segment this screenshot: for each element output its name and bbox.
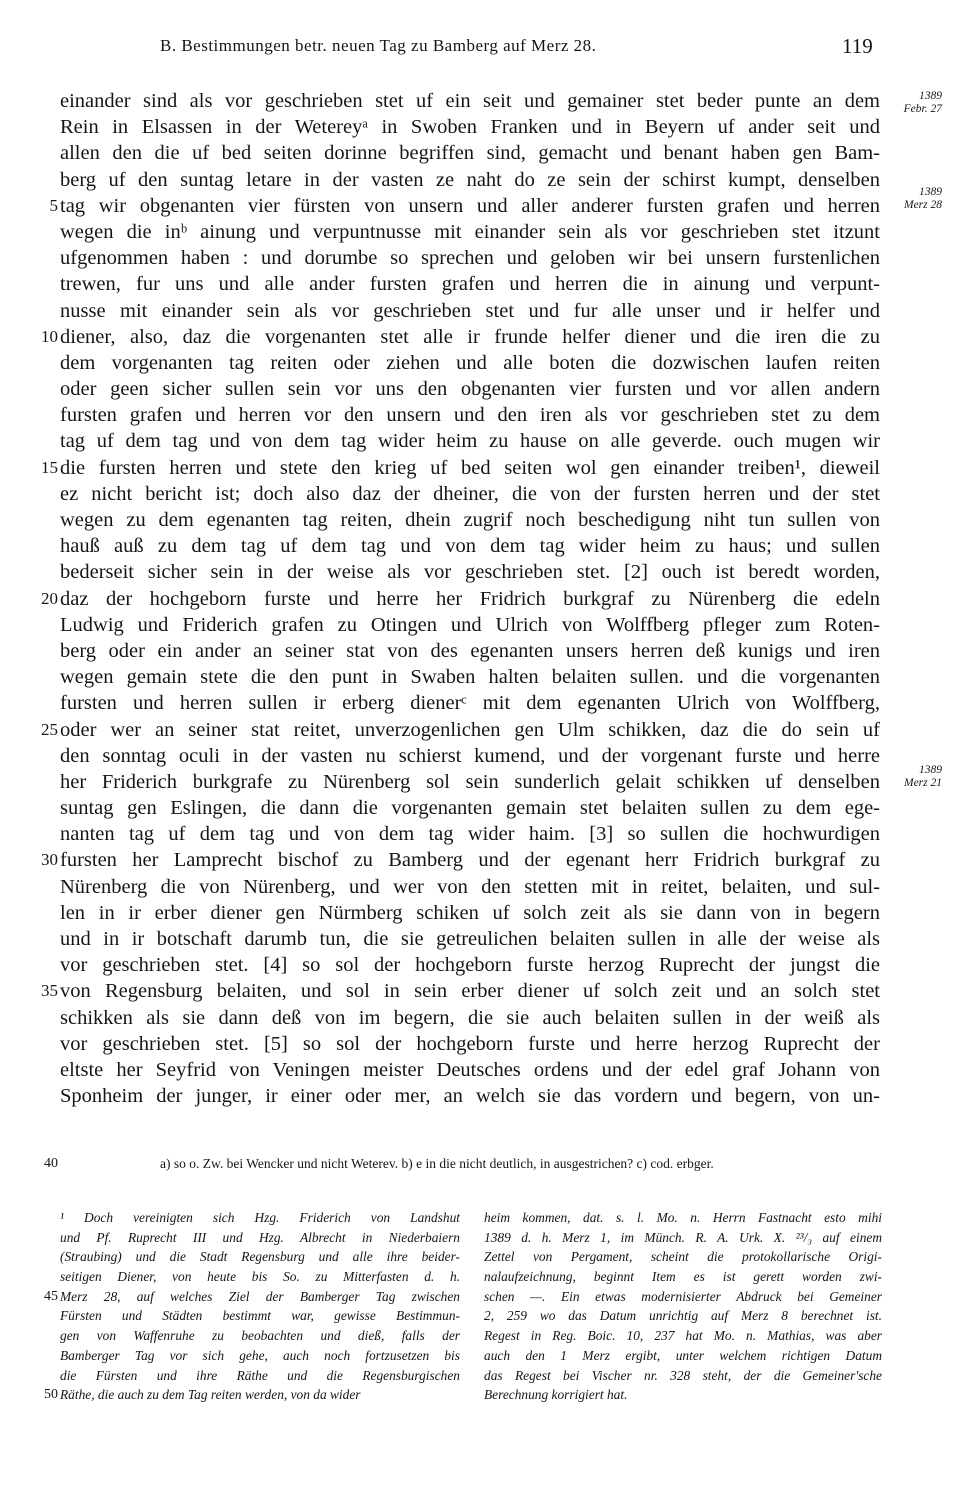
footnote-line xyxy=(44,1287,460,1307)
text-line xyxy=(60,952,880,978)
line-text: 2, 259 wo das Datum unrichtig auf Merz 8 berechnet ist. xyxy=(484,1308,882,1324)
text-line xyxy=(60,664,880,690)
line-text: Berechnung korrigiert hat. xyxy=(484,1387,628,1403)
line-text: Merz 28, auf welches Ziel der Bamberger Tag zwischen xyxy=(60,1288,460,1304)
text-line xyxy=(60,612,880,638)
text-line xyxy=(60,1083,880,1109)
footnote-line xyxy=(484,1247,882,1267)
text-line xyxy=(60,376,880,402)
line-number: 50 xyxy=(44,1387,58,1403)
text-line xyxy=(60,402,880,428)
line-text: und Pf. Ruprecht III und Hzg. Albrecht in Niederbaiern xyxy=(60,1229,460,1245)
line-text: von Regensburg belaiten, und sol in sein erber diener uf solch zeit und an solch stet xyxy=(60,980,880,1003)
line-text: heim kommen, dat. s. l. Mo. n. Herrn Fastnacht esto mihi xyxy=(484,1210,882,1225)
line-text: nanten tag uf dem tag und von dem tag wider haim. [3] so sullen die hochwurdigen xyxy=(60,823,880,846)
line-text: wegen zu dem egenanten tag reiten, dhein zugrif noch beschedigung niht tun sullen von xyxy=(60,509,880,531)
line-number: 35 xyxy=(41,981,58,1001)
text-line xyxy=(60,88,880,114)
text-line xyxy=(60,874,880,900)
margin-date-year: 1389 xyxy=(919,90,942,102)
line-text: nusse mit einander sein als vor geschrieben stet und fur alle unser und ir helfer und xyxy=(60,299,880,322)
footnotes-right-column xyxy=(484,1208,882,1405)
text-line xyxy=(60,481,880,507)
line-text: trewen, fur uns und alle ander fursten grafen und herren die in ainung und verpunt- xyxy=(60,273,880,296)
text-line xyxy=(60,795,880,821)
apparatus-text: a) so o. Zw. bei Wencker und nicht Weterev. b) e in die nicht deutlich, in ausgestrichen? c) cod. erbger. xyxy=(160,1156,714,1171)
line-text: wegen die inᵇ ainung und verpuntnusse mit einander sein als vor geschrieben stet itzunt xyxy=(60,220,880,243)
text-line xyxy=(60,638,880,664)
footnote-line xyxy=(60,1306,460,1326)
text-line xyxy=(60,167,880,193)
line-number: 45 xyxy=(44,1288,58,1304)
line-text: Rein in Elsassen in der Wetereyᵃ in Swoben Franken und in Beyern uf ander seit und xyxy=(60,116,880,139)
line-text: vor geschrieben stet. [4] so sol der hochgeborn furste herzog Ruprecht der jungst die xyxy=(60,954,880,977)
line-text: len in ir erber diener gen Nürmberg schiken uf solch zeit als sie dann von in begern xyxy=(60,901,880,924)
footnote-line xyxy=(484,1306,882,1326)
line-text: (Straubing) und die Stadt Regensburg und alle ihre beider- xyxy=(60,1249,460,1265)
text-line xyxy=(60,821,880,847)
line-text: Räthe, die auch zu dem Tag reiten werden, von da wider xyxy=(60,1387,361,1403)
line-text: seitigen Diener, von heute bis So. zu Mitterfasten d. h. xyxy=(60,1269,460,1285)
line-number: 5 xyxy=(49,195,58,215)
margin-date-day: Merz 21 xyxy=(903,777,942,789)
line-text: berg oder ein ander an seiner stat von des egenanten unsers herren deß kunigs und iren xyxy=(60,639,880,662)
footnote-line xyxy=(484,1228,882,1248)
text-line xyxy=(60,428,880,454)
line-number: 10 xyxy=(41,326,58,346)
footnote-line xyxy=(60,1228,460,1248)
text-line xyxy=(60,690,880,716)
text-line xyxy=(60,507,880,533)
line-text: suntag gen Eslingen, die dann die vorgenanten gemain stet belaiten sullen zu dem ege- xyxy=(60,797,880,820)
line-text: daz der hochgeborn furste und herre her Fridrich burkgraf zu Nürenberg die edeln xyxy=(60,587,880,610)
footnote-line xyxy=(44,1385,460,1405)
line-text: fursten grafen und herren vor den unsern und den iren als vor geschrieben stet zu dem xyxy=(60,404,880,427)
line-text: Regest in Reg. Boic. 10, 237 hat Mo. n. Mathias, was aber xyxy=(484,1328,882,1344)
text-line xyxy=(60,769,880,795)
footnote-line xyxy=(484,1346,882,1366)
text-line xyxy=(60,559,880,585)
footnote-line xyxy=(484,1267,882,1287)
margin-date xyxy=(882,90,942,116)
main-text xyxy=(41,88,880,1109)
line-text: hauß auß zu dem tag uf dem tag und von dem tag wider heim zu haus; und sullen xyxy=(60,535,880,558)
line-number: 15 xyxy=(41,457,58,477)
footnote-line xyxy=(60,1326,460,1346)
footnotes-left-column xyxy=(44,1208,460,1405)
footnote-line xyxy=(60,1346,460,1366)
line-text: fursten und herren sullen ir erberg dienerᶜ mit dem egenanten Ulrich von Wolffberg, xyxy=(60,692,880,715)
footnote-line xyxy=(484,1326,882,1346)
text-line xyxy=(60,140,880,166)
footnote-line xyxy=(484,1366,882,1386)
line-text: Nürenberg die von Nürenberg, und wer von den stetten mit in reitet, belaiten, und sul- xyxy=(60,875,880,898)
text-line xyxy=(60,1057,880,1083)
line-text: dem vorgenanten tag reiten oder ziehen und alle boten die dozwischen laufen reiten xyxy=(60,351,880,374)
running-head: B. Bestimmungen betr. neuen Tag zu Bamberg auf Merz 28. xyxy=(160,36,597,55)
line-text: Bamberger Tag vor sich gehe, auch noch fortzusetzen bis xyxy=(60,1347,460,1363)
text-line xyxy=(60,926,880,952)
line-text: das Regest bei Vischer nr. 328 steht, der die Gemeiner'sche xyxy=(484,1367,882,1383)
line-number: 25 xyxy=(41,719,58,739)
line-text: ez nicht bericht ist; doch also daz der dheiner, die von der fursten herren und der stet xyxy=(60,482,880,505)
line-text: ¹ Doch vereinigten sich Hzg. Friderich von Landshut xyxy=(60,1210,460,1225)
line-text: den sonntag oculi in der vasten nu schierst kumend, und der vorgenant furste und herre xyxy=(60,744,880,767)
line-text: die Fürsten und ihre Räthe und die Regensburgischen xyxy=(60,1367,460,1383)
line-text: oder wer an seiner stat reitet, unverzogenlichen gen Ulm schikken, daz die do sein uf xyxy=(60,718,880,741)
line-number: 40 xyxy=(44,1156,58,1171)
text-line xyxy=(41,717,880,743)
footnote-line xyxy=(60,1267,460,1287)
text-line xyxy=(41,324,880,350)
footnote-line xyxy=(484,1385,882,1405)
text-line xyxy=(41,586,880,612)
text-line xyxy=(60,1005,880,1031)
line-text: schen —. Ein etwas modernisierter Abdruck bei Gemeiner xyxy=(484,1288,882,1304)
margin-date xyxy=(882,764,942,790)
text-line xyxy=(60,245,880,271)
line-text: oder geen sicher sullen sein vor uns den obgenanten vier fursten und vor allen andern xyxy=(60,378,880,401)
line-text: berg uf den suntag letare in der vasten ze naht do ze sein der schirst kumpt, denselben xyxy=(60,168,880,191)
line-text: 1389 d. h. Merz 1, im Münch. R. A. Urk. X. ²³/₃ auf einem xyxy=(484,1229,882,1245)
line-text: die fursten herren und stete den krieg uf bed seiten wol gen einander treiben¹, dieweil xyxy=(60,456,880,479)
footnote-line xyxy=(60,1366,460,1386)
line-number: 20 xyxy=(41,588,58,608)
line-text: diener, also, daz die vorgenanten stet alle ir frunde helfer diener und die iren die zu xyxy=(60,325,880,348)
line-text: fursten her Lamprecht bischof zu Bamberg und der egenant herr Fridrich burkgraf zu xyxy=(60,849,880,872)
text-line xyxy=(60,533,880,559)
line-text: her Friderich burkgrafe zu Nürenberg sol sein sunderlich gelait schikken uf denselben xyxy=(60,770,880,793)
line-text: Zettel von Pergament, scheint die protokollarische Origi- xyxy=(484,1249,882,1265)
text-line xyxy=(60,298,880,324)
line-text: ufgenommen haben : und dorumbe so sprechen und geloben wir bei unsern furstenlichen xyxy=(60,247,880,270)
line-number: 30 xyxy=(41,850,58,870)
line-text: allen den die uf bed seiten dorinne begriffen sind, gemacht und benant haben gen Bam- xyxy=(60,142,880,165)
line-text: Ludwig und Friderich grafen zu Otingen und Ulrich von Wolffberg pfleger zum Roten- xyxy=(60,613,880,636)
line-text: nalaufzeichnung, beginnt Item es ist gerett worden zwi- xyxy=(484,1269,882,1285)
line-text: und in ir botschaft darumb tun, die sie getreulichen belaiten sullen in alle der weise als xyxy=(60,928,880,950)
text-line xyxy=(60,114,880,140)
text-line xyxy=(60,350,880,376)
footnote-line xyxy=(60,1247,460,1267)
line-text: tag wir obgenanten vier fürsten von unsern und aller anderer fursten grafen und herren xyxy=(60,194,880,217)
margin-date-year: 1389 xyxy=(919,764,942,776)
line-text: tag uf dem tag und von dem tag wider heim zu hause on alle geverde. ouch mugen wir xyxy=(60,430,880,453)
text-line xyxy=(60,743,880,769)
footnote-line xyxy=(484,1208,882,1228)
line-text: bederseit sicher sein in der weise als vor geschrieben stet. [2] ouch ist beredt worden, xyxy=(60,561,880,584)
line-text: Sponheim der junger, ir einer oder mer, an welch sie das vordern und begern, von un- xyxy=(60,1085,880,1108)
text-line xyxy=(60,219,880,245)
footnote-line xyxy=(484,1287,882,1307)
text-line xyxy=(49,193,880,219)
line-text: vor geschrieben stet. [5] so sol der hochgeborn furste und herre herzog Ruprecht der xyxy=(60,1032,880,1055)
text-line xyxy=(41,455,880,481)
margin-date xyxy=(882,186,942,212)
text-line xyxy=(60,1031,880,1057)
line-text: gen von Waffenruhe zu beobachten und dieß, falls der xyxy=(60,1328,460,1344)
line-text: eltste her Seyfrid von Veningen meister Deutsches ordens und der edel graf Johann von xyxy=(60,1058,880,1081)
line-text: Fürsten und Städten bestimmt war, gewisse Bestimmun- xyxy=(60,1308,460,1324)
text-line xyxy=(60,900,880,926)
text-line xyxy=(41,847,880,873)
footnote-line xyxy=(60,1208,460,1228)
line-text: schikken als sie dann deß von im begern, die sie auch belaiten sullen in der weiß als xyxy=(60,1006,880,1029)
page-number: 119 xyxy=(842,34,873,58)
margin-date-day: Merz 28 xyxy=(903,199,942,211)
text-line xyxy=(60,271,880,297)
line-text: auch den 1 Merz ergibt, unter welchem richtigen Datum xyxy=(484,1347,882,1363)
line-text: einander sind als vor geschrieben stet uf ein seit und gemainer stet beder punte an dem xyxy=(60,90,880,112)
text-line xyxy=(41,978,880,1004)
line-text: wegen gemain stete die den punt in Swaben halten belaiten sullen. und die vorgenanten xyxy=(60,666,880,689)
margin-date-day: Febr. 27 xyxy=(903,103,942,115)
margin-date-year: 1389 xyxy=(919,186,942,198)
